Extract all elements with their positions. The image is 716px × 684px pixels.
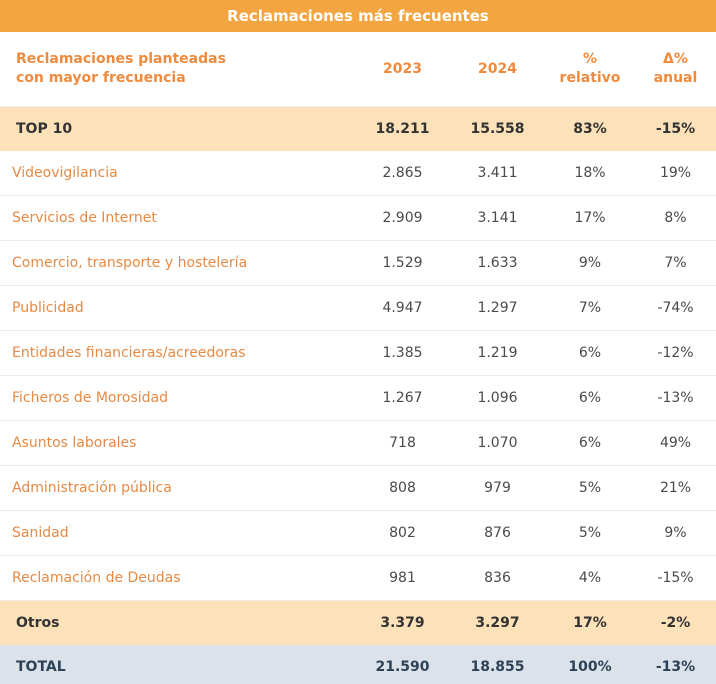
- table-row: [0, 241, 716, 286]
- row-value-2023: 4.947: [355, 286, 450, 331]
- column-header-annual-delta-line1: Δ%: [663, 51, 688, 67]
- row-name: Servicios de Internet: [0, 196, 355, 241]
- table-row: [0, 376, 716, 421]
- column-header-category: [0, 32, 355, 107]
- table-body: [0, 107, 716, 684]
- column-header-2023: 2023: [355, 32, 450, 107]
- row-relative-pct: 83%: [545, 107, 635, 152]
- table-row: [0, 556, 716, 601]
- row-value-2024: 1.070: [450, 421, 545, 466]
- table-header: [0, 32, 716, 107]
- column-header-2024: 2024: [450, 32, 545, 107]
- header-row: [0, 32, 716, 107]
- row-name: Publicidad: [0, 286, 355, 331]
- column-header-annual-delta: [635, 32, 716, 107]
- row-relative-pct: 6%: [545, 376, 635, 421]
- table-row: [0, 466, 716, 511]
- row-name: Sanidad: [0, 511, 355, 556]
- column-header-annual-delta-line2: anual: [653, 70, 698, 86]
- column-header-category-line2: con mayor frecuencia: [16, 70, 186, 86]
- row-annual-delta: -15%: [635, 107, 716, 152]
- column-header-relative-pct-line1: %: [582, 51, 597, 67]
- table-row: [0, 196, 716, 241]
- row-annual-delta: 19%: [635, 151, 716, 196]
- row-value-2024: 3.141: [450, 196, 545, 241]
- row-value-2023: 2.909: [355, 196, 450, 241]
- row-name: Entidades financieras/acreedoras: [0, 331, 355, 376]
- column-header-category-line1: Reclamaciones planteadas: [16, 51, 226, 67]
- table-row: [0, 286, 716, 331]
- row-value-2023: 1.529: [355, 241, 450, 286]
- row-relative-pct: 6%: [545, 331, 635, 376]
- row-annual-delta: 8%: [635, 196, 716, 241]
- row-value-2023: 3.379: [355, 601, 450, 646]
- row-name: Ficheros de Morosidad: [0, 376, 355, 421]
- column-header-relative-pct: [545, 32, 635, 107]
- row-annual-delta: -2%: [635, 601, 716, 646]
- row-relative-pct: 100%: [545, 645, 635, 684]
- row-value-2024: 3.297: [450, 601, 545, 646]
- row-annual-delta: -74%: [635, 286, 716, 331]
- row-value-2024: 18.855: [450, 645, 545, 684]
- row-annual-delta: -13%: [635, 645, 716, 684]
- row-annual-delta: 9%: [635, 511, 716, 556]
- row-value-2024: 979: [450, 466, 545, 511]
- table-row: [0, 331, 716, 376]
- row-value-2023: 718: [355, 421, 450, 466]
- table-title: Reclamaciones más frecuentes: [0, 0, 716, 32]
- row-name: Videovigilancia: [0, 151, 355, 196]
- row-value-2024: 1.633: [450, 241, 545, 286]
- row-name: Otros: [0, 601, 355, 646]
- row-annual-delta: 49%: [635, 421, 716, 466]
- row-annual-delta: -13%: [635, 376, 716, 421]
- row-relative-pct: 6%: [545, 421, 635, 466]
- row-relative-pct: 18%: [545, 151, 635, 196]
- row-value-2024: 876: [450, 511, 545, 556]
- row-value-2024: 3.411: [450, 151, 545, 196]
- row-value-2023: 21.590: [355, 645, 450, 684]
- complaints-table: [0, 32, 716, 684]
- column-header-relative-pct-line2: relativo: [559, 70, 621, 86]
- row-value-2023: 18.211: [355, 107, 450, 152]
- top10-row: [0, 107, 716, 152]
- row-name: Reclamación de Deudas: [0, 556, 355, 601]
- table-row: [0, 151, 716, 196]
- row-relative-pct: 4%: [545, 556, 635, 601]
- total-row: [0, 645, 716, 684]
- row-relative-pct: 5%: [545, 466, 635, 511]
- row-relative-pct: 17%: [545, 601, 635, 646]
- row-value-2023: 1.385: [355, 331, 450, 376]
- row-value-2023: 981: [355, 556, 450, 601]
- table-row: [0, 421, 716, 466]
- row-value-2024: 1.219: [450, 331, 545, 376]
- row-value-2023: 802: [355, 511, 450, 556]
- row-name: Asuntos laborales: [0, 421, 355, 466]
- row-value-2024: 15.558: [450, 107, 545, 152]
- row-value-2023: 1.267: [355, 376, 450, 421]
- row-annual-delta: 7%: [635, 241, 716, 286]
- row-relative-pct: 5%: [545, 511, 635, 556]
- row-annual-delta: -12%: [635, 331, 716, 376]
- row-relative-pct: 7%: [545, 286, 635, 331]
- row-annual-delta: 21%: [635, 466, 716, 511]
- row-value-2023: 2.865: [355, 151, 450, 196]
- row-value-2023: 808: [355, 466, 450, 511]
- row-name: Comercio, transporte y hostelería: [0, 241, 355, 286]
- row-value-2024: 1.297: [450, 286, 545, 331]
- row-name: Administración pública: [0, 466, 355, 511]
- row-relative-pct: 9%: [545, 241, 635, 286]
- row-relative-pct: 17%: [545, 196, 635, 241]
- row-value-2024: 836: [450, 556, 545, 601]
- table-row: [0, 511, 716, 556]
- row-name: TOTAL: [0, 645, 355, 684]
- row-name: TOP 10: [0, 107, 355, 152]
- row-value-2024: 1.096: [450, 376, 545, 421]
- row-annual-delta: -15%: [635, 556, 716, 601]
- otros-row: [0, 601, 716, 646]
